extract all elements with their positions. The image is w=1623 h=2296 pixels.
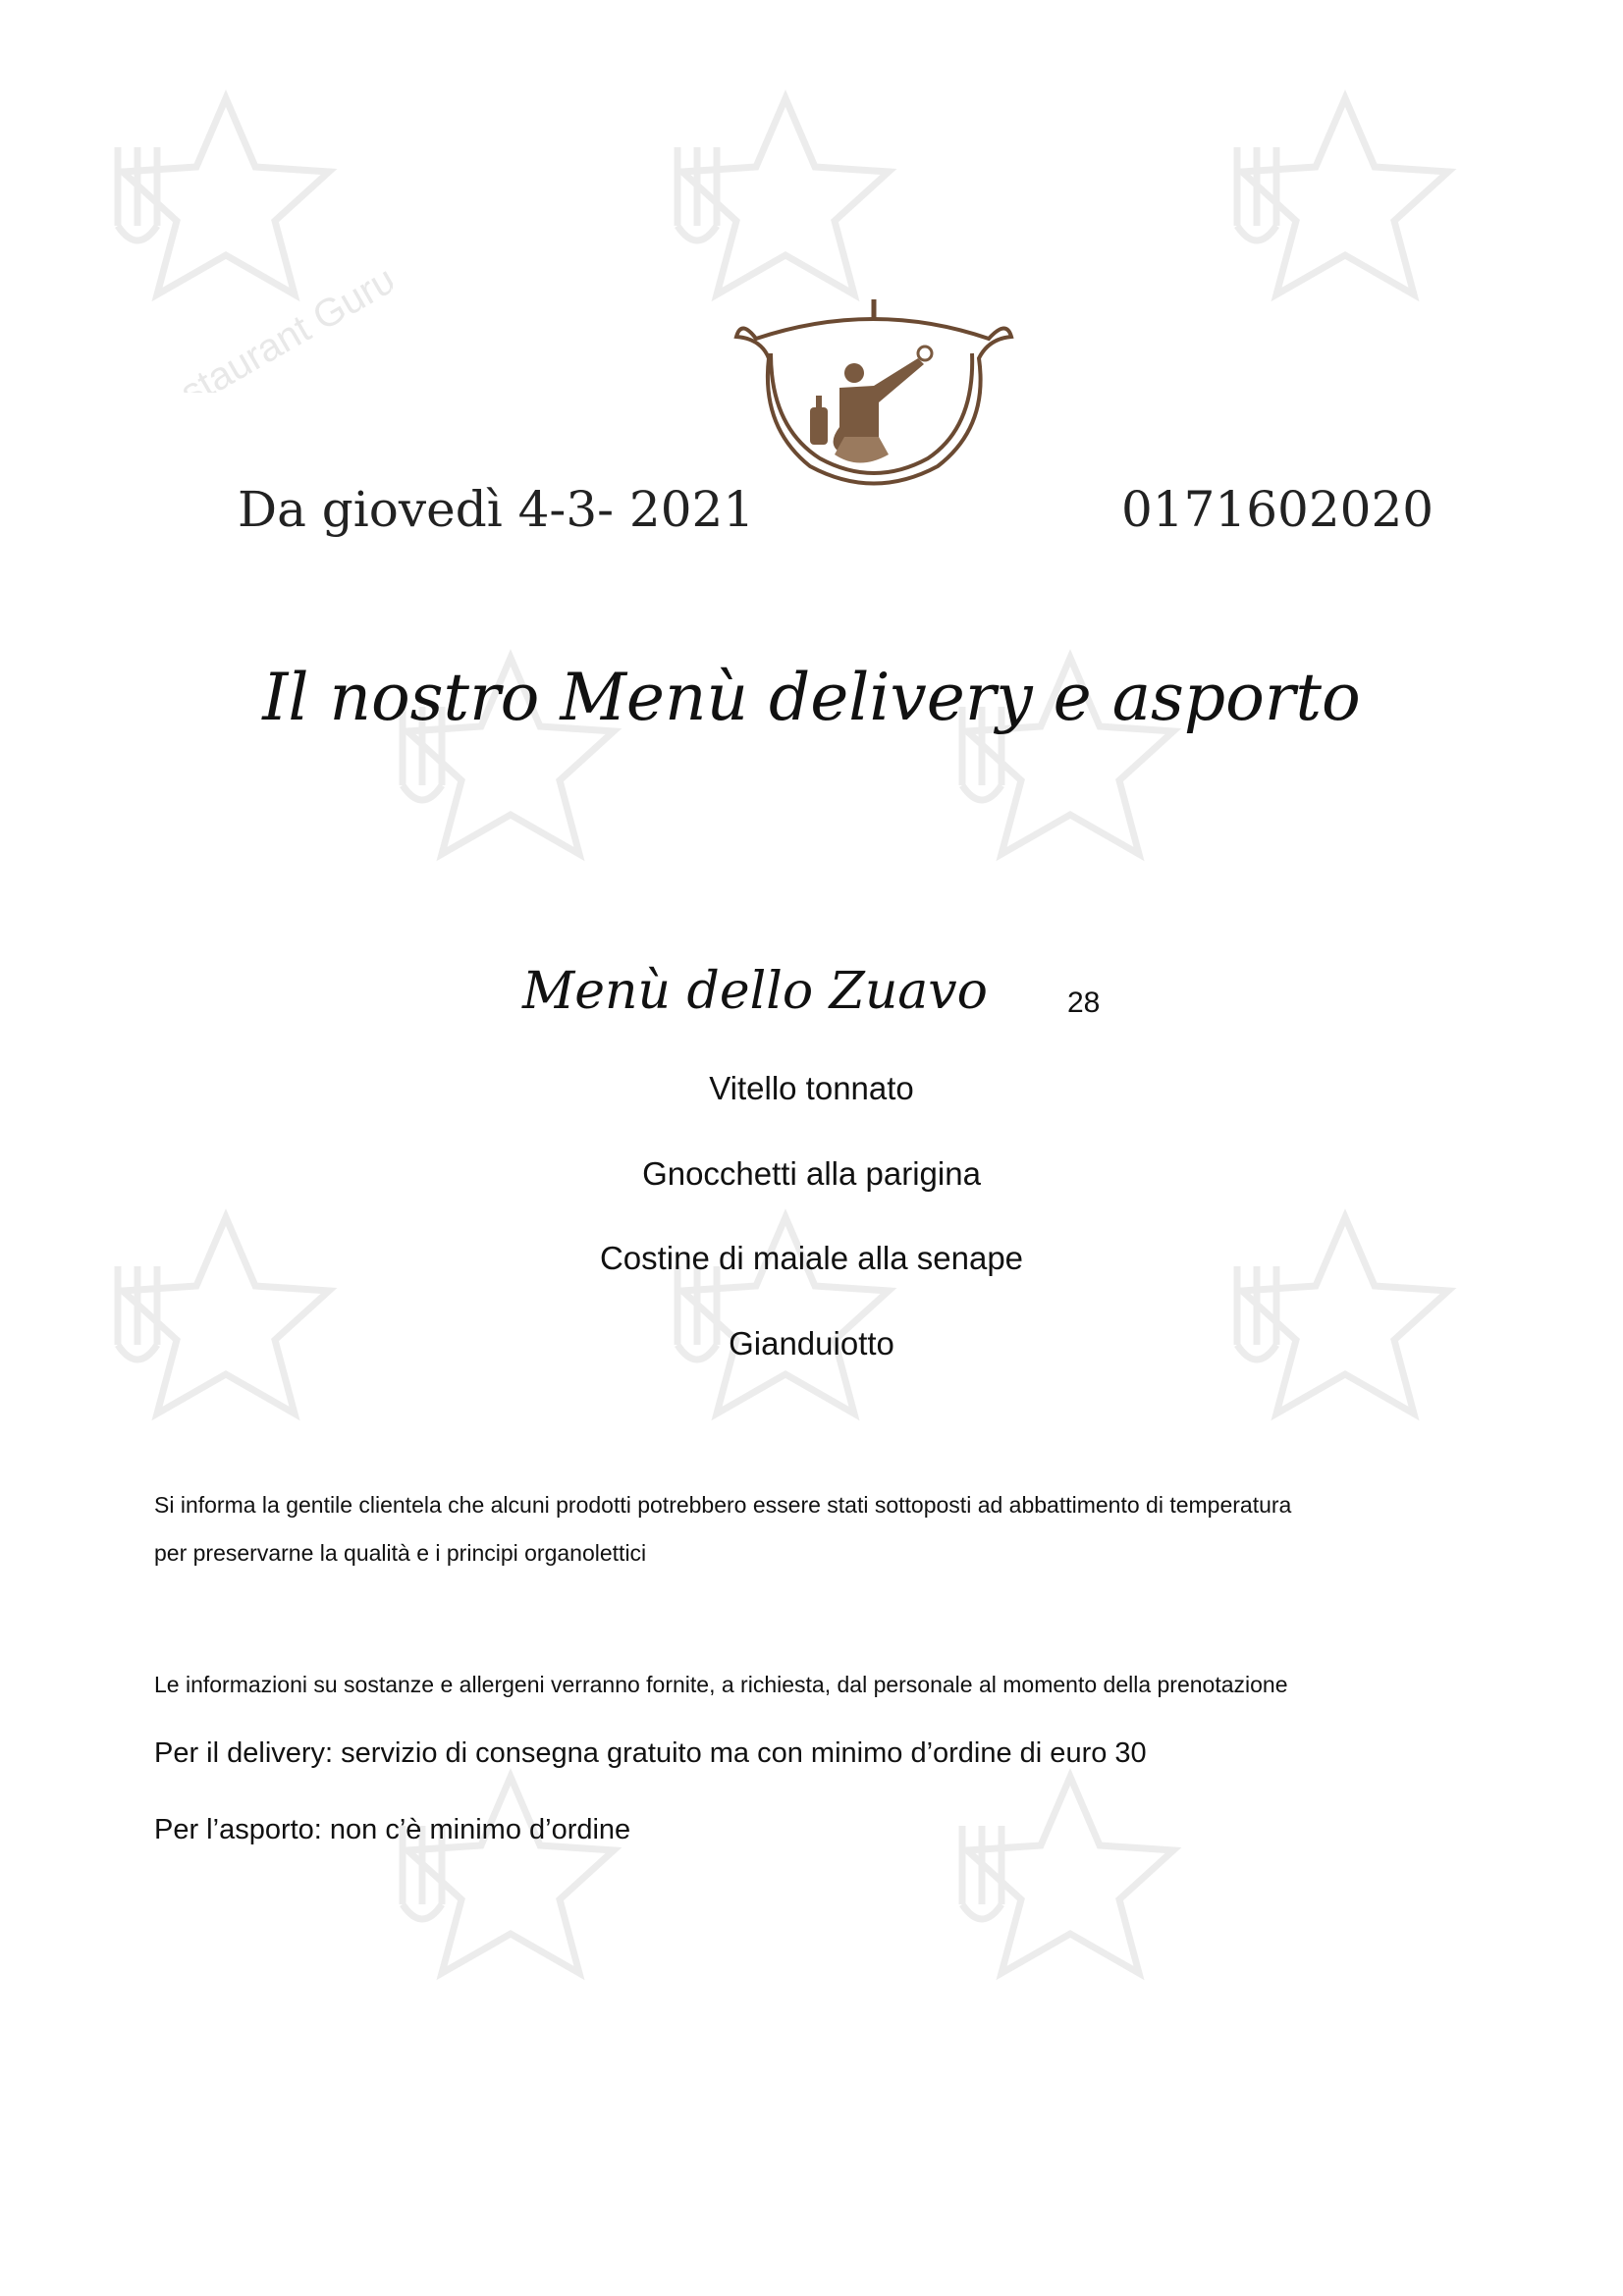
restaurant-emblem: [731, 280, 1016, 501]
page-title: Il nostro Menù delivery e asporto: [262, 660, 1361, 735]
watermark-logo: [903, 1737, 1237, 2071]
menu-dish: Gianduiotto: [729, 1325, 894, 1362]
menu-name: Menù dello Zuavo: [522, 962, 988, 1021]
watermark-logo: [59, 59, 393, 393]
temperature-notice-line2: per preservarne la qualità e i principi organolettici: [154, 1540, 647, 1566]
menu-dish: Gnocchetti alla parigina: [642, 1155, 981, 1192]
watermark-logo: [344, 1737, 677, 2071]
takeaway-notice: Per l’asporto: non c’è minimo d’ordine: [154, 1814, 631, 1845]
temperature-notice-line1: Si informa la gentile clientela che alcuni prodotti potrebbero essere stati sottoposti ad abbattimento di temperatura: [154, 1492, 1292, 1518]
phone-number: 0171602020: [1121, 481, 1434, 538]
menu-price: 28: [1067, 987, 1101, 1019]
svg-text:Restaurant Guru: Restaurant Guru: [130, 257, 393, 393]
menu-dish: Vitello tonnato: [709, 1070, 914, 1106]
opening-date: Da giovedì 4-3- 2021: [238, 481, 755, 538]
watermark-logo: [1178, 59, 1512, 393]
allergen-notice: Le informazioni su sostanze e allergeni verranno fornite, a richiesta, dal personale al momento della prenotazione: [154, 1672, 1288, 1697]
delivery-notice: Per il delivery: servizio di consegna gratuito ma con minimo d’ordine di euro 30: [154, 1737, 1147, 1769]
menu-dish: Costine di maiale alla senape: [599, 1240, 1024, 1276]
